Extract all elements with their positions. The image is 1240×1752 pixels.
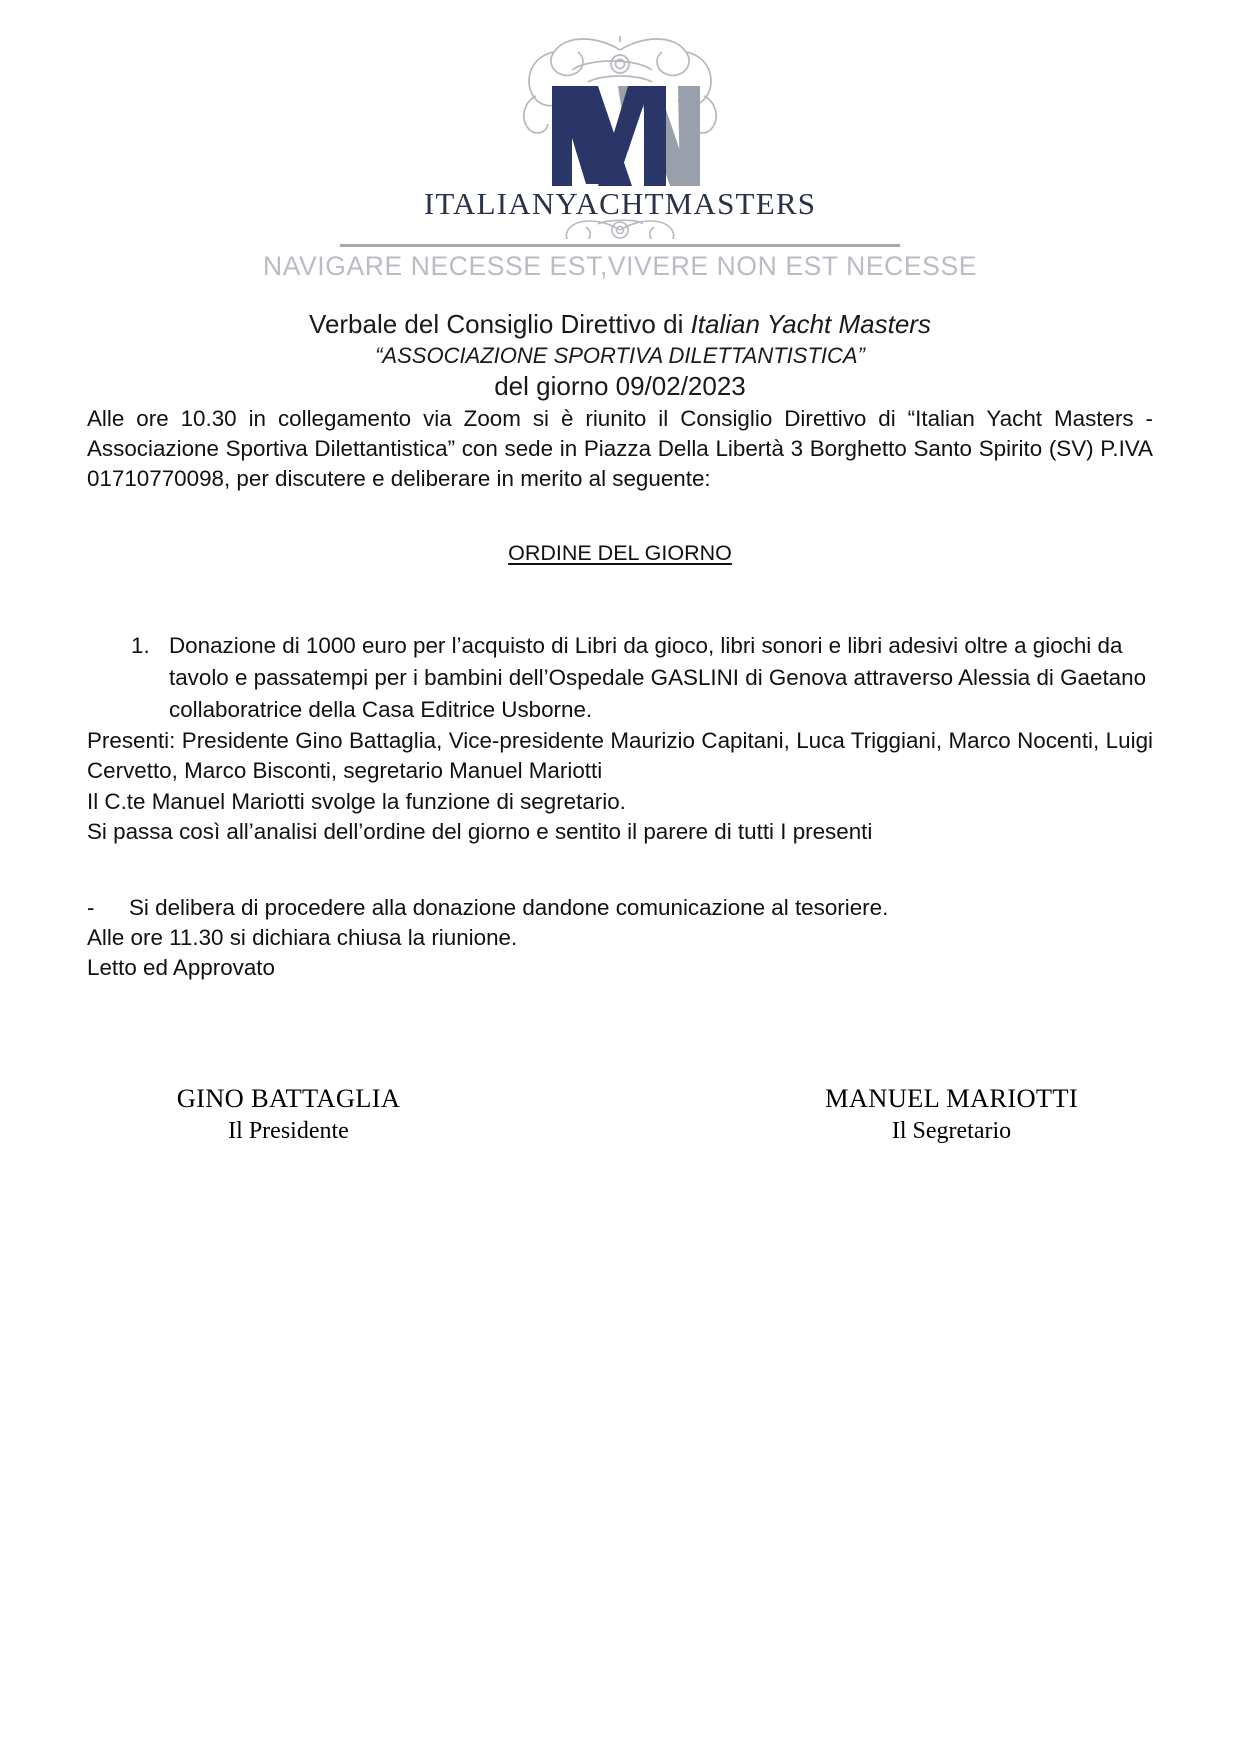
signature-name: MANUEL MARIOTTI (824, 1083, 1079, 1114)
list-item-marker: 1. (131, 632, 150, 658)
secretary-paragraph: Il C.te Manuel Mariotti svolge la funzione di segretario. (87, 788, 626, 814)
attendees-paragraph: Presenti: Presidente Gino Battaglia, Vice-presidente Maurizio Capitani, Luca Triggiani, Marco Nocenti, Luigi Cervetto, Marco Bisconti, segretario Manuel Mariotti (87, 728, 1153, 784)
signature-role: Il Presidente (228, 1118, 349, 1145)
list-item-text: Donazione di 1000 euro per l’acquisto di Libri da gioco, libri sonori e libri adesivi oltre a giochi da tavolo e passatempi per i bambini dell’Ospedale GASLINI di Genova attraverso Alessia di Gaetano collaboratrice della Casa Editrice Usborne. (169, 632, 1147, 723)
signature-role: Il Segretario (891, 1118, 1012, 1145)
agenda-list (87, 630, 1153, 727)
resolution-marker: - (87, 894, 95, 920)
signature-secretary (660, 1081, 1153, 1148)
page-title (0, 308, 1240, 342)
italian-yacht-masters-logo-icon (340, 34, 900, 239)
agenda-heading (87, 541, 1153, 566)
resolution-text: Si delibera di procedere alla donazione dandone comunicazione al tesoriere. (129, 894, 889, 920)
closing-paragraph: Alle ore 11.30 si dichiara chiusa la riunione. (87, 924, 518, 950)
analysis-paragraph: Si passa così all’analisi dell’ordine del giorno e sentito il parere di tutti I presenti (87, 818, 873, 844)
letterhead-logo (0, 0, 1240, 282)
agenda-heading-text: ORDINE DEL GIORNO (508, 540, 732, 565)
intro-paragraph: Alle ore 10.30 in collegamento via Zoom si è riunito il Consiglio Direttivo di “Italian Yacht Masters - Associazione Sportiva Dilettantistica” con sede in Piazza Della Libertà 3 Borghetto Santo Spirito (SV) P.IVA 01710770098, per discutere e deliberare in merito al seguente: (87, 406, 1153, 492)
letterhead-divider (340, 244, 900, 247)
svg-text:ITALIANYACHTMASTERS: ITALIANYACHTMASTERS (423, 186, 817, 221)
signature-block (87, 1081, 1153, 1148)
list-item (87, 630, 1153, 727)
page-title-prefix: Verbale del Consiglio Direttivo di (309, 309, 691, 339)
approved-paragraph: Letto ed Approvato (87, 955, 275, 981)
page-subtitle: “ASSOCIAZIONE SPORTIVA DILETTANTISTICA” (375, 342, 865, 368)
logo-tagline: NAVIGARE NECESSE EST,VIVERE NON EST NECESSE (262, 251, 977, 281)
document-body (87, 404, 1153, 983)
document-title-block (0, 308, 1240, 404)
page-date: del giorno 09/02/2023 (494, 371, 746, 402)
resolution-item (87, 893, 1153, 923)
page-title-org: Italian Yacht Masters (690, 309, 931, 339)
signature-president (87, 1081, 660, 1148)
signature-name: GINO BATTAGLIA (176, 1083, 401, 1114)
